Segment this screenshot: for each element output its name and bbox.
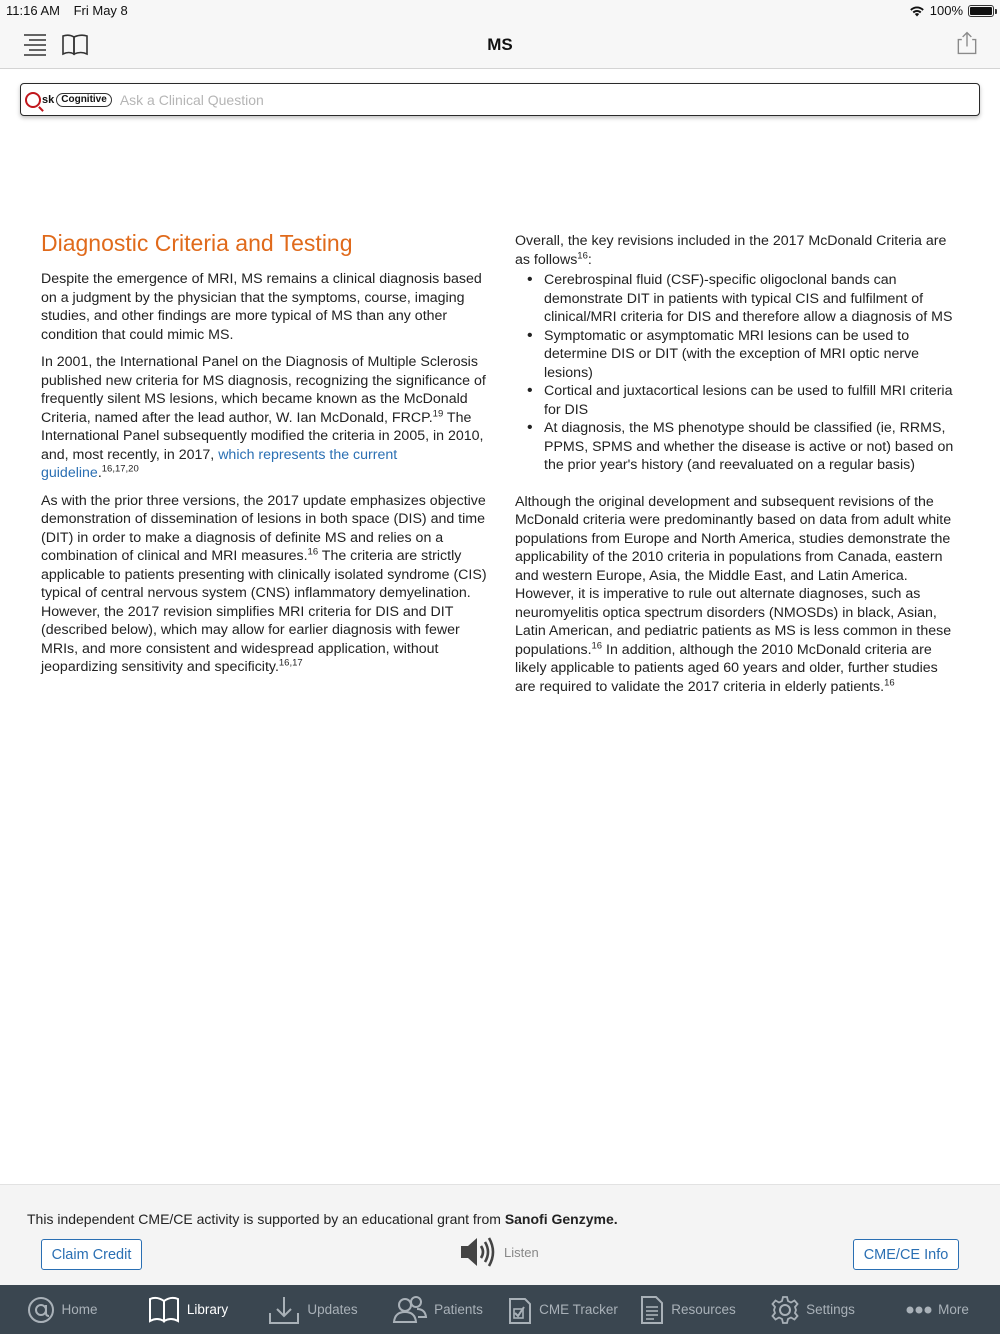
article-paragraph: In 2001, the International Panel on the Diagnosis of Multiple Sclerosis published new criteria for MS diagnosis, recognizing the significance of frequently silent MS lesions, which became known as the McDonald Criteria, named after the lead author, W. Ian McDonald, FRCP.$^{19}$ The International Panel subsequently modified the criteria in 2005, in 2010, and, most recently, in 2017, which represents the current guideline.$^{16,17,20}$ <box>41 354 486 481</box>
tab-library[interactable] <box>125 1285 250 1334</box>
article-paragraph: Although the original development and subsequent revisions of the McDonald criteria were predominantly based on data from adult white populations from Europe and North America, studies demonstrate the applicability of the 2010 criteria in populations from Canada, eastern and western Europe, Asia, the Middle East, and Latin America. However, it is imperative to rule out alternate diagnoses, such as neuromyelitis optica spectrum disorders (NMOSDs) in black, Asian, Latin American, and pediatric patients as MS is less common in these populations.$^{16}$ In addition, although the 2010 McDonald criteria are likely applicable to patients aged 60 years and older, further studies are required to validate the 2017 criteria in elderly patients.$^{16}$ <box>515 493 952 695</box>
grant-statement: This independent CME/CE activity is supported by an educational grant from Sanofi Genzyme. <box>27 1211 618 1227</box>
share-icon[interactable] <box>952 30 982 56</box>
tab-label: Patients <box>434 1302 483 1317</box>
citation: 16,17 <box>278 657 303 669</box>
checklist-icon <box>507 1295 533 1325</box>
people-icon <box>392 1295 428 1325</box>
article-paragraph: Overall, the key revisions included in the 2017 McDonald Criteria are as follows$^{16}$: <box>515 233 947 268</box>
guideline-link[interactable]: which represents the current guideline <box>41 446 398 481</box>
listen-label: Listen <box>504 1244 539 1260</box>
ask-logo-icon <box>25 92 41 108</box>
status-bar <box>0 0 1000 22</box>
gear-icon <box>770 1295 800 1325</box>
battery-icon <box>968 5 994 17</box>
article-paragraph: Despite the emergence of MRI, MS remains a clinical diagnosis based on a judgment by the physician that the symptoms, course, imaging studies, and other findings are more typical of MS than any other condition that could mimic MS. <box>41 271 482 343</box>
tab-more[interactable] <box>875 1285 1000 1334</box>
nav-bar <box>0 22 1000 69</box>
tab-cme-tracker[interactable] <box>500 1285 625 1334</box>
sponsor-name: Sanofi Genzyme. <box>504 1211 618 1227</box>
tab-home[interactable] <box>0 1285 125 1334</box>
list-item: • Cortical and juxtacortical lesions can be used to fulfill MRI criteria for DIS <box>527 382 961 419</box>
battery-percent: 100% <box>929 3 963 18</box>
citation: 19 <box>432 407 444 419</box>
citation: 16 <box>307 546 319 558</box>
list-item: • At diagnosis, the MS phenotype should be classified (ie, RRMS, PPMS, SPMS and whether the disease is active or not) based on the prior year's history (and reevaluated on a regular basis) <box>527 419 961 475</box>
download-icon <box>267 1295 301 1325</box>
cme-footer <box>0 1184 1000 1285</box>
tab-label: Updates <box>307 1302 358 1317</box>
tab-label: Resources <box>671 1302 736 1317</box>
wifi-icon <box>909 5 925 17</box>
list-item: • Symptomatic or asymptomatic MRI lesions can be used to determine DIS or DIT (with the exception of MRI optic nerve lesions) <box>527 327 961 383</box>
list-item: • Cerebrospinal fluid (CSF)-specific oligoclonal bands can demonstrate DIT in patients with typical CIS and fulfilment of clinical/MRI criteria for DIS and therefore allow a diagnosis of MS <box>527 271 961 327</box>
tab-label: CME Tracker <box>539 1302 618 1317</box>
at-icon <box>27 1296 55 1324</box>
article-left-column <box>41 228 487 686</box>
citation: 16 <box>577 249 588 261</box>
tab-settings[interactable] <box>750 1285 875 1334</box>
speaker-icon <box>458 1235 498 1269</box>
tab-label: More <box>938 1302 969 1317</box>
tab-updates[interactable] <box>250 1285 375 1334</box>
search-bar[interactable] <box>20 83 980 116</box>
status-date: Fri May 8 <box>73 3 128 18</box>
page-title: MS <box>487 35 513 54</box>
status-time: 11:16 AM <box>6 3 60 18</box>
document-icon <box>639 1295 665 1325</box>
section-heading: Diagnostic Criteria and Testing <box>41 230 353 256</box>
article-paragraph: As with the prior three versions, the 2017 update emphasizes objective demonstration of dissemination of lesions in both space (DIS) and time (DIT) in order to make a diagnosis of definite MS and relies on a combination of clinical and MRI measures.$^{16}$ The criteria are strictly applicable to patients presenting with clinically isolated syndrome (CIS) typical of central nervous system (CNS) inflammatory demyelination. However, the 2017 revision simplifies MRI criteria for DIS and DIT (described below), which may allow for earlier diagnosis with fewer MRIs, and more consistent and widespread application, without jeopardizing sensitivity and specificity.$^{16,17}$ <box>41 492 487 675</box>
tab-resources[interactable] <box>625 1285 750 1334</box>
article-right-column <box>515 232 961 705</box>
ask-cognitive-logo: sk Cognitive <box>25 90 112 110</box>
tab-label: Home <box>61 1302 98 1317</box>
revisions-list <box>527 271 961 475</box>
citation: 16,17,20 <box>101 463 139 475</box>
tab-bar <box>0 1285 1000 1334</box>
tab-patients[interactable] <box>375 1285 500 1334</box>
citation: 16 <box>884 676 895 688</box>
tab-label: Settings <box>806 1302 855 1317</box>
book-icon <box>147 1295 181 1325</box>
cme-info-button[interactable]: CME/CE Info <box>853 1239 959 1270</box>
citation: 16 <box>591 639 603 651</box>
tab-label: Library <box>186 1302 229 1317</box>
claim-credit-button[interactable]: Claim Credit <box>41 1239 142 1270</box>
listen-button[interactable] <box>458 1235 539 1269</box>
dots-icon <box>906 1305 932 1315</box>
clinical-question-input[interactable] <box>120 92 979 108</box>
